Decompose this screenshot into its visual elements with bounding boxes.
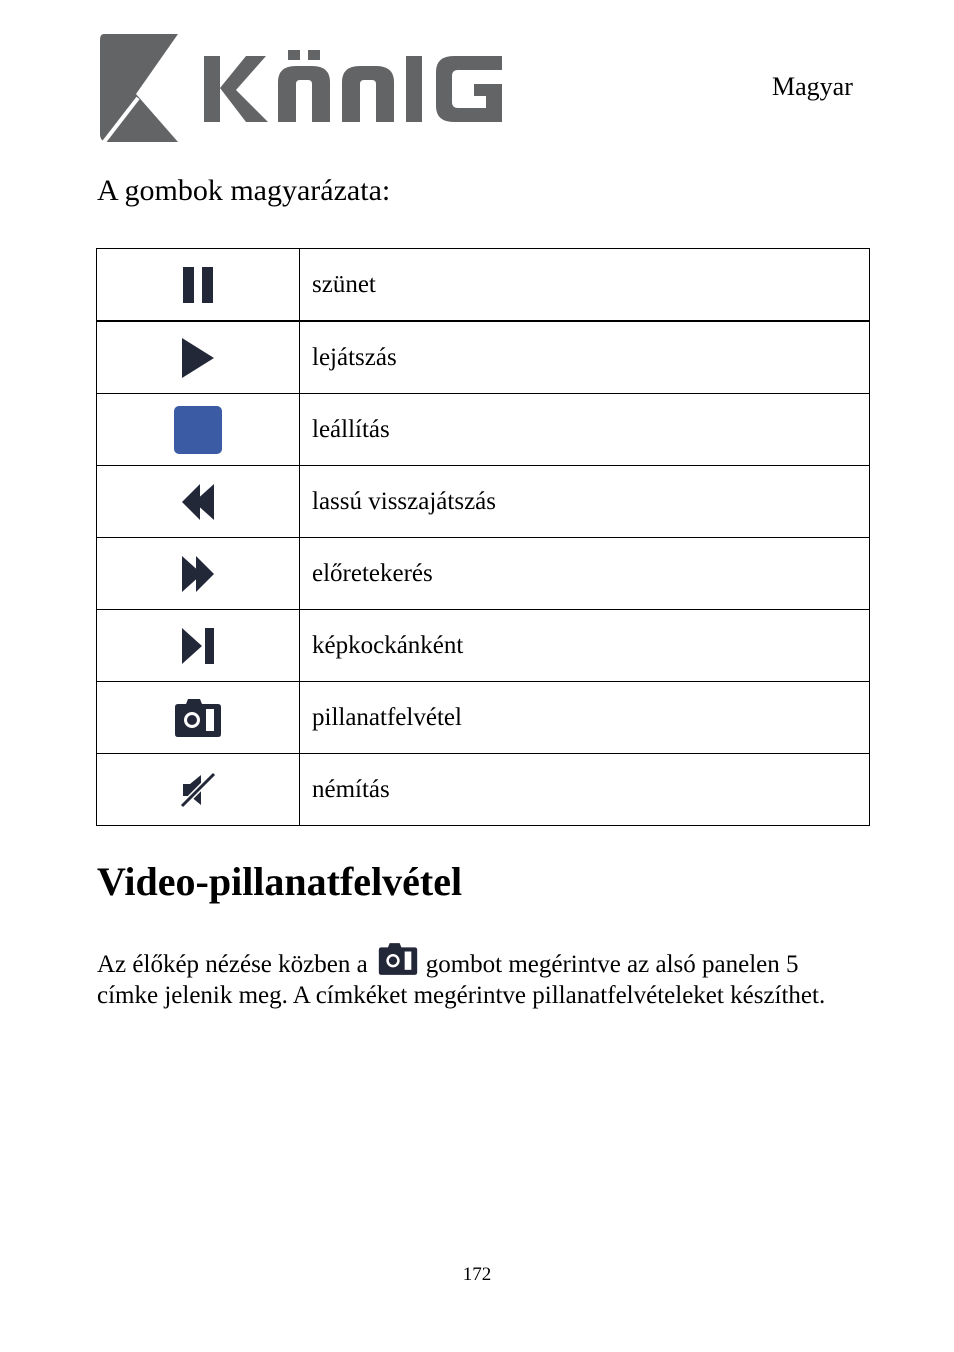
fast-forward-icon <box>180 554 216 594</box>
camera-icon <box>174 698 222 738</box>
button-description: némítás <box>300 754 870 826</box>
table-row <box>97 249 870 322</box>
table-row <box>97 394 870 466</box>
pause-icon <box>182 265 214 305</box>
stop-icon <box>173 405 223 455</box>
table-row <box>97 538 870 610</box>
camera-icon <box>378 942 418 976</box>
button-description: leállítás <box>300 394 870 466</box>
paragraph-text-after: gombot megérintve az alsó panelen 5 címke jelenik meg. A címkéket megérintve pillanatfelvételeket készíthet. <box>97 951 826 1009</box>
table-row <box>97 754 870 826</box>
snapshot-instructions <box>97 942 857 1011</box>
button-description: lassú visszajátszás <box>300 466 870 538</box>
table-row <box>97 610 870 682</box>
page-number: 172 <box>462 1264 492 1285</box>
language-label: Magyar <box>772 72 853 101</box>
rewind-icon <box>180 482 216 522</box>
snapshot-heading: Video-pillanatfelvétel <box>97 859 463 904</box>
button-description: képkockánként <box>300 610 870 682</box>
mute-icon <box>179 771 217 809</box>
button-legend-table <box>96 248 870 826</box>
button-description: előretekerés <box>300 538 870 610</box>
button-description: lejátszás <box>300 321 870 394</box>
step-frame-icon <box>180 626 216 666</box>
paragraph-text-before: Az élőkép nézése közben a <box>97 951 368 978</box>
button-description: szünet <box>300 249 870 322</box>
table-row <box>97 682 870 754</box>
buttons-section-title: A gombok magyarázata: <box>97 174 391 207</box>
button-description: pillanatfelvétel <box>300 682 870 754</box>
table-row <box>97 466 870 538</box>
play-icon <box>180 337 216 379</box>
konig-logo <box>98 32 518 146</box>
table-row <box>97 321 870 394</box>
